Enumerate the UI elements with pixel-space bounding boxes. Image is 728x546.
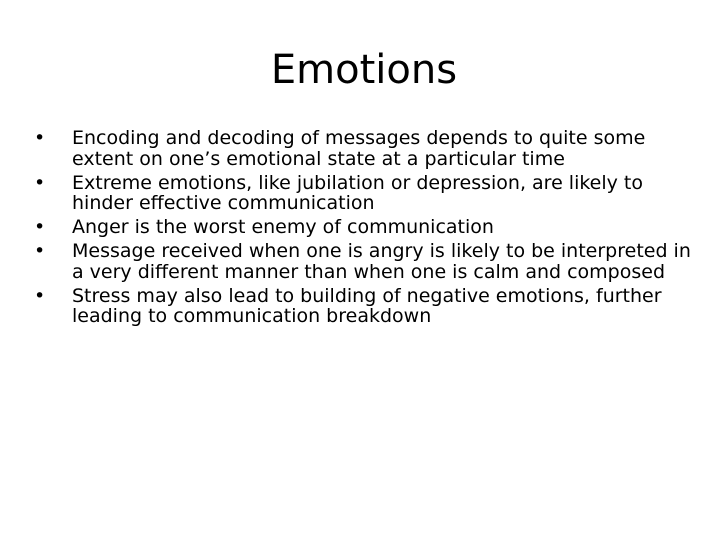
bullet-item	[34, 217, 694, 238]
bullet-list	[34, 128, 694, 330]
bullet-text: Message received when one is angry is likely to be interpreted in a very different manner than when one is calm and composed	[72, 239, 691, 283]
slide-title: Emotions	[270, 47, 458, 93]
bullet-item	[34, 173, 694, 215]
bullet-item	[34, 241, 694, 283]
bullet-icon: •	[34, 239, 46, 262]
bullet-icon: •	[34, 171, 46, 194]
bullet-text: Encoding and decoding of messages depends to quite some extent on one’s emotional state at a particular time	[72, 127, 646, 170]
bullet-item	[34, 128, 694, 170]
bullet-text: Anger is the worst enemy of communication	[72, 216, 494, 239]
bullet-text: Extreme emotions, like jubilation or depression, are likely to hinder effective communication	[72, 171, 644, 215]
bullet-icon: •	[34, 284, 46, 307]
bullet-text: Stress may also lead to building of negative emotions, further leading to communication breakdown	[72, 284, 662, 328]
bullet-icon: •	[34, 216, 46, 239]
bullet-icon: •	[34, 127, 46, 149]
bullet-item	[34, 286, 694, 328]
